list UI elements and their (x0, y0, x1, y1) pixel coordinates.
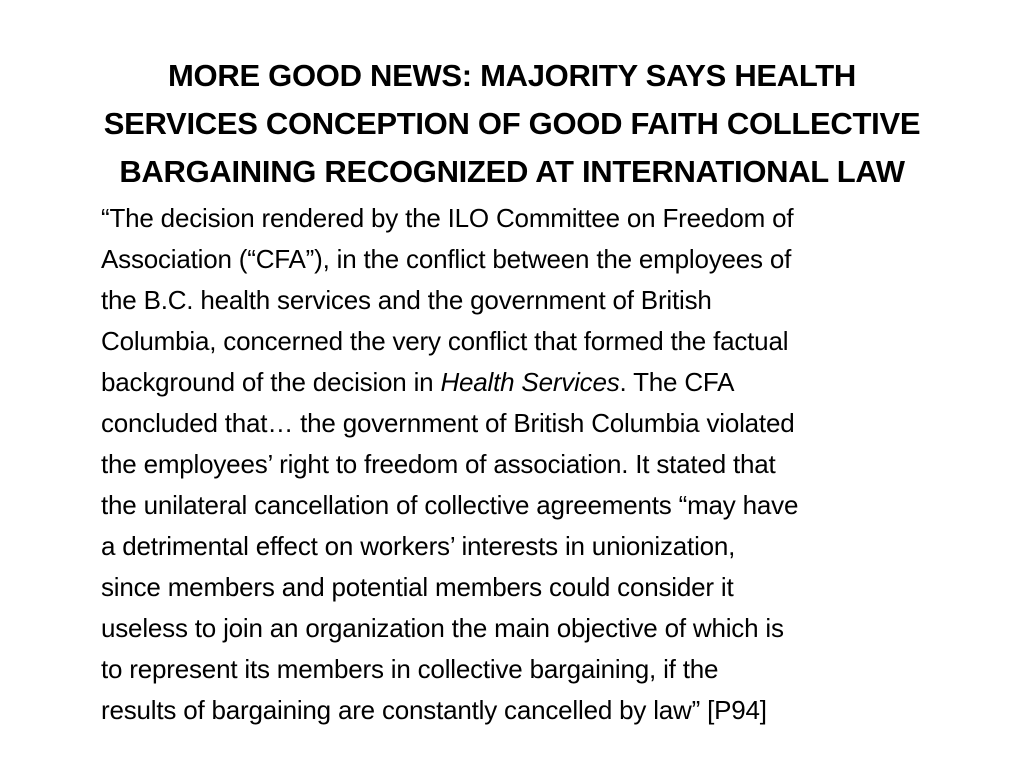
slide-title (60, 52, 964, 196)
body-line: Association (“CFA”), in the conflict between the employees of (101, 244, 792, 274)
body-line (101, 362, 981, 403)
title-line: MORE GOOD NEWS: MAJORITY SAYS HEALTH (168, 58, 856, 93)
body-line: the unilateral cancellation of collective agreements “may have (101, 490, 799, 520)
quote-body (101, 198, 981, 731)
body-line: to represent its members in collective bargaining, if the (101, 654, 719, 684)
case-name-italic: Health Services (440, 367, 620, 397)
body-line: useless to join an organization the main objective of which is (101, 613, 784, 643)
body-line: the B.C. health services and the government of British (101, 285, 712, 315)
body-line: concluded that… the government of British Columbia violated (101, 408, 795, 438)
body-line: since members and potential members could consider it (101, 572, 734, 602)
title-line: SERVICES CONCEPTION OF GOOD FAITH COLLECTIVE (103, 106, 921, 141)
body-text: . The CFA (619, 367, 735, 397)
body-line: the employees’ right to freedom of association. It stated that (101, 449, 776, 479)
body-line: “The decision rendered by the ILO Committee on Freedom of (101, 203, 794, 233)
title-line: BARGAINING RECOGNIZED AT INTERNATIONAL LAW (119, 154, 905, 189)
body-line: Columbia, concerned the very conflict that formed the factual (101, 326, 789, 356)
body-text: background of the decision in (101, 367, 441, 397)
body-line: a detrimental effect on workers’ interests in unionization, (101, 531, 736, 561)
body-line: results of bargaining are constantly cancelled by law” [P94] (101, 695, 767, 725)
